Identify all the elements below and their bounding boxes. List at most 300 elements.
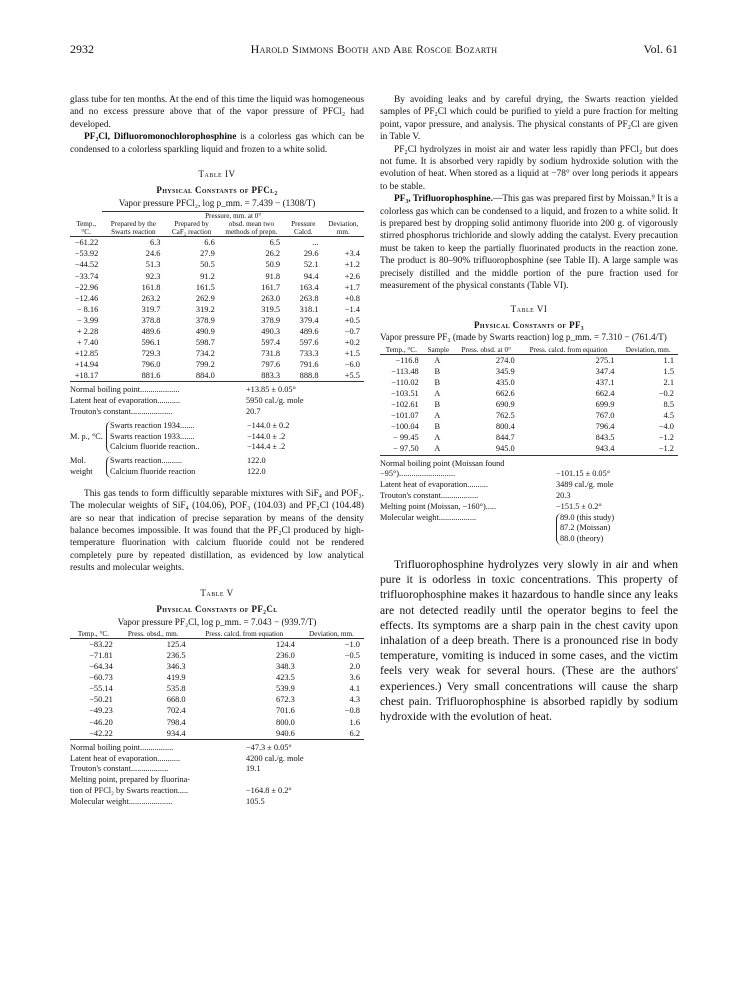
table-cell: 161.5 xyxy=(195,282,215,292)
table-cell: 1.1 xyxy=(663,355,674,365)
constant-value: 19.1 xyxy=(246,764,261,774)
molecular-weight-block xyxy=(380,513,678,545)
table-cell: −110.02 xyxy=(391,377,419,387)
table-cell: 347.4 xyxy=(595,366,615,376)
table-cell: 734.2 xyxy=(195,349,215,359)
table-cell: 378.8 xyxy=(141,315,161,325)
table-cell: 884.0 xyxy=(164,370,218,382)
table-cell: 490.3 xyxy=(261,327,281,336)
constant-value: −47.3 ± 0.05° xyxy=(246,742,292,752)
table-cell: +0.5 xyxy=(344,315,360,325)
compound-heading: PF₂Cl, Difluoromonochlorophosphine xyxy=(84,132,237,143)
table-row xyxy=(70,694,364,705)
table-cell: 767.0 xyxy=(595,411,615,421)
table-cell: −60.73 xyxy=(89,673,113,683)
constants-block xyxy=(70,385,364,417)
column-header: Press. obsd., mm. xyxy=(117,630,190,639)
table-title: Physical Constants of PF₂Cl xyxy=(156,604,278,615)
table-cell: 943.4 xyxy=(519,443,619,455)
table-cell: +1.7 xyxy=(344,282,360,292)
table-title: Physical Constants of PF₃ xyxy=(473,319,584,330)
table-cell: +0.8 xyxy=(344,293,360,303)
constant-value: −164.8 ± 0.2° xyxy=(246,785,292,795)
page-number: 2932 xyxy=(70,42,94,56)
table-row xyxy=(70,370,364,382)
table-cell: 91.2 xyxy=(200,271,215,281)
table-cell: 762.5 xyxy=(495,411,515,421)
table-cell: 662.6 xyxy=(495,389,515,398)
brace-label: Swarts reaction 1933....... xyxy=(110,431,195,441)
column-header: Prepared by CaF₂ reaction xyxy=(164,220,218,237)
table-cell: 668.0 xyxy=(166,695,186,705)
table-cell: −0.7 xyxy=(344,327,360,336)
table-equation: Vapor pressure PF₂Cl, log p_mm. = 7.043 − (939.7/T) xyxy=(117,616,317,627)
table-cell: 598.7 xyxy=(195,338,215,348)
table-equation: Vapor pressure PF₃ (made by Swarts reaction) log p_mm. = 7.310 − (761.4/T) xyxy=(380,332,667,343)
brace-row xyxy=(110,442,364,453)
column-header: obsd. mean two methods of prepn. xyxy=(219,220,284,237)
table-label: Table IV xyxy=(198,169,236,180)
table-cell: +18.17 xyxy=(70,370,102,382)
table-cell xyxy=(323,237,364,249)
table-cell: 319.5 xyxy=(261,304,281,314)
table-cell: +12.85 xyxy=(74,349,99,359)
table-cell: −4.0 xyxy=(658,422,674,432)
table-row xyxy=(380,432,678,443)
data-table xyxy=(70,211,364,382)
column-header: Temp., °C. xyxy=(380,346,423,355)
table-row xyxy=(70,304,364,315)
table-cell: 27.9 xyxy=(200,249,215,259)
table-row xyxy=(70,237,364,249)
column-header: Temp., °C. xyxy=(70,220,102,237)
table-cell: 797.6 xyxy=(261,360,281,370)
table-cell: 236.0 xyxy=(276,651,295,660)
table-row xyxy=(70,705,364,716)
constant-label: Molecular weight..................... xyxy=(70,796,173,806)
table-cell: 163.4 xyxy=(299,282,319,292)
table-cell: 318.1 xyxy=(299,304,319,314)
table-cell: −116.8 xyxy=(395,355,419,365)
table-cell: 535.8 xyxy=(166,684,186,694)
table-cell: 51.3 xyxy=(145,260,161,270)
table-cell: −55.14 xyxy=(89,684,113,694)
molecular-weight-value: 88.0 (theory) xyxy=(560,534,604,544)
table-cell: 940.6 xyxy=(190,728,299,740)
brace-value: −144.0 ± .2 xyxy=(247,431,286,441)
table-cell: −71.81 xyxy=(89,651,113,660)
table-cell: 236.5 xyxy=(166,651,186,660)
constant-row xyxy=(380,502,678,513)
constant-label: Normal boiling point................ xyxy=(70,742,174,752)
table-cell: −0.8 xyxy=(344,706,360,716)
running-title: Harold Simmons Booth and Abe Roscoe Bozarth xyxy=(250,42,498,56)
table-cell: 423.5 xyxy=(276,673,295,683)
table-cell: −44.52 xyxy=(74,260,99,270)
table-cell: 274.0 xyxy=(495,355,515,365)
table-cell: B xyxy=(434,366,441,376)
brace-row xyxy=(110,467,364,478)
table-cell: 844.7 xyxy=(495,433,515,443)
molecular-weight-value: 89.0 (this study) xyxy=(560,512,615,522)
table-cell: −113.48 xyxy=(391,366,419,376)
table-cell: 262.9 xyxy=(195,293,215,303)
table-cell: +3.4 xyxy=(344,249,360,259)
column-header: Temp., °C. xyxy=(70,630,117,639)
brace-row xyxy=(110,456,364,467)
table-cell: 275.1 xyxy=(595,355,615,365)
table-row xyxy=(70,683,364,694)
table-cell: A xyxy=(434,389,441,398)
table-cell: 124.4 xyxy=(276,639,295,649)
table-cell: 92.3 xyxy=(145,271,161,281)
paragraph: PF₃, Trifluorophosphine.—This gas was prepared first by Moissan.⁹ It is a colorless gas which can be condensed to a liquid, and frozen to a white solid. It is prepared best by dropping solid antimony fluoride into 200 g. of vigorously stirred phosphorus trichloride and slowly adding the catalyst. Every precaution must be taken to keep the partially fluorinated products in the reaction zone. The product is 80–90% trifluorophosphine (see Table II). A large sample was precisely distilled and the middle portion of the pure fraction used for measurement of the physical constants (Table VI). xyxy=(380,194,678,292)
table-cell: ... xyxy=(312,238,319,248)
brace-label: Calcium fluoride reaction xyxy=(110,467,196,477)
table-cell: 8.5 xyxy=(663,400,674,410)
table-cell: +0.2 xyxy=(344,338,360,348)
table-cell: 437.1 xyxy=(595,377,615,387)
table-cell: +1.2 xyxy=(344,260,360,270)
table-cell: 319.7 xyxy=(141,304,161,314)
table-cell: −12.46 xyxy=(74,293,99,303)
table-cell: −1.2 xyxy=(658,433,674,443)
volume-number: Vol. 61 xyxy=(643,42,678,56)
table-cell: −33.74 xyxy=(74,271,99,281)
table-cell: −64.34 xyxy=(89,662,113,672)
constant-label: Normal boiling point................... xyxy=(70,385,180,395)
table-cell: 6.3 xyxy=(149,238,161,248)
table-cell: −49.23 xyxy=(89,706,113,716)
constant-value: 20.7 xyxy=(246,407,261,417)
table-title: Physical Constants of PFCl₂ xyxy=(156,185,278,196)
table-row xyxy=(380,443,678,455)
table-cell: 125.4 xyxy=(166,639,186,649)
constant-row xyxy=(70,407,364,418)
table-cell: 2.1 xyxy=(663,377,674,387)
data-table xyxy=(70,630,364,740)
constant-label: Latent heat of evaporation........... xyxy=(70,753,181,763)
table-cell: 91.8 xyxy=(265,271,281,281)
constant-label: −95°)........................... xyxy=(380,469,456,479)
table-cell: 1.6 xyxy=(349,717,360,727)
column-header: Deviation, mm. xyxy=(618,346,678,355)
column-header: Press. obsd. at 0° xyxy=(454,346,519,355)
table-cell: + 2.28 xyxy=(76,327,99,336)
constant-row xyxy=(70,764,364,775)
table-cell: 348.3 xyxy=(276,662,295,672)
table-cell: 319.2 xyxy=(195,304,215,314)
brace-value: −144.0 ± 0.2 xyxy=(247,420,290,430)
table-cell: − 8.16 xyxy=(76,304,99,314)
data-table xyxy=(380,346,678,456)
melting-point-block xyxy=(70,421,364,453)
table-cell: 435.0 xyxy=(495,377,515,387)
table-cell: 672.3 xyxy=(276,695,295,705)
constant-value xyxy=(556,459,678,470)
table-cell: 29.6 xyxy=(303,249,319,259)
constant-row xyxy=(380,480,678,491)
table-cell: − 97.50 xyxy=(380,443,423,455)
table-row xyxy=(70,650,364,661)
table-cell: 690.9 xyxy=(495,400,515,410)
table-cell: −42.22 xyxy=(70,728,117,740)
table-cell: −53.92 xyxy=(74,249,99,259)
table-cell: 934.4 xyxy=(117,728,190,740)
table-cell: 419.9 xyxy=(166,673,186,683)
table-cell: 888.8 xyxy=(284,370,322,382)
table-cell: 346.3 xyxy=(166,662,186,672)
table-cell: 733.3 xyxy=(299,349,319,359)
table-cell: 378.9 xyxy=(261,315,281,325)
table-cell: 2.0 xyxy=(349,662,360,672)
table-cell: B xyxy=(434,400,441,410)
table-cell: A xyxy=(434,411,441,421)
table-cell: 6.6 xyxy=(204,238,215,248)
brace-value: 122.0 xyxy=(247,456,266,466)
table-cell: 662.4 xyxy=(595,389,615,398)
constant-value: +13.85 ± 0.05° xyxy=(246,385,296,395)
table-row xyxy=(380,399,678,410)
paragraph: By avoiding leaks and by careful drying, the Swarts reaction yielded samples of PF₂Cl which could be purified to yield a pure fraction for melting point, vapor pressure, and analysis. The physical constants of PF₂Cl are given in Table V. xyxy=(380,95,678,143)
table-cell: +5.5 xyxy=(323,370,364,382)
table-cell: 50.5 xyxy=(200,260,215,270)
table-row xyxy=(70,337,364,348)
table-cell: 791.6 xyxy=(299,360,319,370)
table-cell: −6.0 xyxy=(344,360,360,370)
table-cell: 378.9 xyxy=(195,315,215,325)
table-row xyxy=(70,282,364,293)
table-cell: A xyxy=(434,433,441,443)
table-cell: 6.5 xyxy=(269,238,281,248)
table-cell: −101.07 xyxy=(390,411,419,421)
table-cell: 699.9 xyxy=(595,400,615,410)
constant-label: Latent heat of evaporation........... xyxy=(70,396,181,406)
table-cell: −46.20 xyxy=(89,717,113,727)
constant-row xyxy=(70,743,364,754)
column-header: Sample xyxy=(423,346,454,355)
constant-row xyxy=(380,459,678,470)
constant-value: 5950 cal./g. mole xyxy=(246,396,304,406)
table-row xyxy=(380,421,678,432)
constant-label: Melting point, prepared by fluorina- xyxy=(70,775,191,785)
table-cell: 843.5 xyxy=(595,433,615,443)
table-row xyxy=(70,248,364,259)
table-cell: 94.4 xyxy=(303,271,319,281)
table-cell: 26.2 xyxy=(265,249,281,259)
column-header: Deviation, mm. xyxy=(323,220,364,237)
brace-label: Swarts reaction 1934....... xyxy=(110,420,195,430)
paragraph: Trifluorophosphine hydrolyzes very slowly in air and when pure it is odorless in toxic concentrations. This property of trifluorophosphine makes it hazardous to handle since any leaks are not detected readily until the operator begins to feel the effects. Its symptoms are a sharp pain in the chest cavity upon inhalation of a deep breath. There is a pronounced rise in body temperature, vomiting is induced in some cases, and the victim feels very weak for several hours. (These are the authors' experiences.) Very small concentrations will cause the sharp chest pain. Trifluorophosphine is absorbed rapidly by sodium hydroxide with the evolution of heat. xyxy=(380,557,678,723)
table-cell: 798.4 xyxy=(166,717,186,727)
constant-value xyxy=(246,775,364,786)
table-cell: 6.2 xyxy=(299,728,364,740)
table-row xyxy=(380,388,678,399)
table-cell: 799.2 xyxy=(195,360,215,370)
constant-row xyxy=(70,385,364,396)
molecular-weight-block xyxy=(70,456,364,478)
constant-value: −101.15 ± 0.05° xyxy=(556,469,611,479)
table-cell: 800.4 xyxy=(495,422,515,432)
table-row xyxy=(70,293,364,304)
column-header: Press. calcd. from equation xyxy=(190,630,299,639)
table-cell: 345.9 xyxy=(495,366,515,376)
left-column xyxy=(70,94,364,808)
table-cell: −0.5 xyxy=(344,651,360,660)
table-cell: −50.21 xyxy=(89,695,113,705)
table-cell: −100.04 xyxy=(390,422,419,432)
constant-value: 105.5 xyxy=(246,796,265,806)
table-row xyxy=(70,326,364,337)
table-cell: 490.9 xyxy=(195,327,215,336)
table-cell: 883.3 xyxy=(219,370,284,382)
constant-value: 20.3 xyxy=(556,490,571,500)
table-cell: −22.96 xyxy=(74,282,99,292)
brace-row xyxy=(110,432,364,443)
table-cell: − 3.99 xyxy=(76,315,99,325)
table-cell: +1.5 xyxy=(344,349,360,359)
table-cell: 701.6 xyxy=(276,706,295,716)
table-cell: 263.2 xyxy=(141,293,161,303)
table-cell: 597.6 xyxy=(299,338,319,348)
table-equation: Vapor pressure PFCl₂, log p_mm. = 7.439 − (1308/T) xyxy=(118,197,316,208)
table-cell: 50.9 xyxy=(265,260,281,270)
table-cell: 263.0 xyxy=(261,293,281,303)
table-cell: 731.8 xyxy=(261,349,281,359)
brace-label: Swarts reaction.......... xyxy=(110,456,183,466)
table-cell: 489.6 xyxy=(299,327,319,336)
molecular-weight-label: Mol. weight xyxy=(70,456,93,477)
table-cell: 4.5 xyxy=(663,411,674,421)
table-cell: 4.1 xyxy=(349,684,360,694)
table-cell: −83.22 xyxy=(89,639,113,649)
table-cell: 161.8 xyxy=(141,282,161,292)
brace-value: −144.4 ± .2 xyxy=(247,442,286,452)
table-cell: 4.3 xyxy=(349,695,360,705)
table-cell: A xyxy=(434,355,441,365)
table-cell: 161.7 xyxy=(261,282,281,292)
molecular-weight-value: 87.2 (Moissan) xyxy=(560,523,611,533)
table-row xyxy=(380,366,678,377)
table-row xyxy=(380,354,678,366)
table-cell: −1.0 xyxy=(344,639,360,649)
table-row xyxy=(70,728,364,740)
column-group-header: Pressure, mm. at 0° xyxy=(102,212,364,221)
constant-row xyxy=(70,754,364,765)
melting-point-label: M. p., °C. xyxy=(70,431,103,441)
table-cell: +2.6 xyxy=(344,271,360,281)
table-cell: 379.4 xyxy=(299,315,319,325)
constant-label: Trouton's constant.................. xyxy=(70,764,169,774)
table-row xyxy=(70,359,364,370)
constants-block xyxy=(70,743,364,808)
table-label: Table V xyxy=(200,587,234,598)
table-cell: 945.0 xyxy=(454,443,519,455)
constants-block xyxy=(380,459,678,513)
table-cell: 539.9 xyxy=(276,684,295,694)
molecular-weight-label: Molecular weight.................. xyxy=(380,512,477,522)
table-row xyxy=(70,717,364,728)
table-cell: −61.22 xyxy=(74,238,99,248)
table-cell: −102.61 xyxy=(390,400,419,410)
paragraph: PF₂Cl, Difluoromonochlorophosphine is a colorless gas which can be condensed to a colorless sparkling liquid and frozen to a white solid. xyxy=(70,132,364,155)
column-header: Prepared by the Swarts reaction xyxy=(102,220,164,237)
brace-value: 122.0 xyxy=(247,467,266,477)
constant-row xyxy=(70,775,364,786)
table-cell: 800.0 xyxy=(276,717,295,727)
constant-value: 3489 cal./g. mole xyxy=(556,480,614,490)
table-cell: 597.4 xyxy=(261,338,281,348)
compound-heading: PF₃, Trifluorophosphine. xyxy=(394,194,493,205)
table-cell: −103.51 xyxy=(390,389,419,398)
right-column xyxy=(380,94,678,724)
paragraph: PF₂Cl hydrolyzes in moist air and water less rapidly than PFCl₂ but does not fume. It is absorbed very rapidly by sodium hydroxide solution with the evolution of heat. When stored as a liquid at −78° over long periods it appears to be stable. xyxy=(380,144,678,192)
paragraph: This gas tends to form difficultly separable mixtures with SiF₄ and POF₃. The molecular weights of SiF₄ (104.06), POF₃ (104.03) and PF₂Cl (104.48) are so near that indication of precise separation by means of the density balance becomes impossible. It was found that the PF₂Cl produced by high-temperature fluorination with calcium fluoride could not be rendered completely pure by repeated distillation, as evidenced by low analytical results and molecular weights. xyxy=(70,488,364,574)
constant-row xyxy=(380,469,678,480)
table-cell: 796.4 xyxy=(595,422,615,432)
table-row xyxy=(70,259,364,270)
constant-value: −151.5 ± 0.2° xyxy=(556,501,602,511)
table-cell: 52.1 xyxy=(303,260,319,270)
constant-row xyxy=(380,491,678,502)
table-cell: 881.6 xyxy=(102,370,164,382)
table-cell: + 7.40 xyxy=(76,338,99,348)
table-row xyxy=(70,271,364,282)
table-cell: 796.0 xyxy=(141,360,161,370)
table-label: Table VI xyxy=(510,303,548,314)
table-cell: 489.6 xyxy=(141,327,161,336)
column-header: Pressure Calcd. xyxy=(284,220,322,237)
table-cell: B xyxy=(434,422,441,432)
table-cell: 596.1 xyxy=(141,338,161,348)
table-row xyxy=(70,638,364,650)
constant-label: Melting point (Moissan, −160°)..... xyxy=(380,501,497,511)
paragraph: glass tube for ten months. At the end of this time the liquid was homogeneous and no excess pressure above that of the vapor pressure of PFCl₂ had developed. xyxy=(70,95,364,130)
table-cell: −1.4 xyxy=(344,304,360,314)
constant-label: Latent heat of evaporation.......... xyxy=(380,480,489,490)
constant-row xyxy=(70,786,364,797)
table-cell: −0.2 xyxy=(658,389,674,398)
table-cell: 1.5 xyxy=(663,366,674,376)
constant-value: 4200 cal./g. mole xyxy=(246,753,304,763)
constant-row xyxy=(70,396,364,407)
table-row xyxy=(70,348,364,359)
column-header: Press. calcd. from equation xyxy=(519,346,619,355)
table-cell: B xyxy=(434,377,441,387)
table-cell: A xyxy=(423,443,454,455)
constant-label: Trouton's constant.................. xyxy=(380,490,479,500)
table-row xyxy=(380,377,678,388)
table-cell: −1.2 xyxy=(618,443,678,455)
constant-row xyxy=(70,797,364,808)
table-row xyxy=(380,410,678,421)
brace-label: Calcium fluoride reaction.. xyxy=(110,442,200,452)
constant-label: Normal boiling point (Moissan found xyxy=(380,458,505,468)
table-cell: 263.8 xyxy=(299,293,319,303)
table-cell: 702.4 xyxy=(166,706,186,716)
constant-label: Trouton's constant.................... xyxy=(70,407,173,417)
table-cell: − 99.45 xyxy=(393,433,419,443)
table-cell: 24.6 xyxy=(145,249,161,259)
table-cell: 729.3 xyxy=(141,349,161,359)
table-row xyxy=(70,672,364,683)
table-row xyxy=(70,315,364,326)
constant-label: tion of PFCl₂ by Swarts reaction..... xyxy=(70,785,189,795)
brace-row xyxy=(110,421,364,432)
table-row xyxy=(70,661,364,672)
running-header xyxy=(70,42,678,58)
table-cell: 3.6 xyxy=(349,673,360,683)
